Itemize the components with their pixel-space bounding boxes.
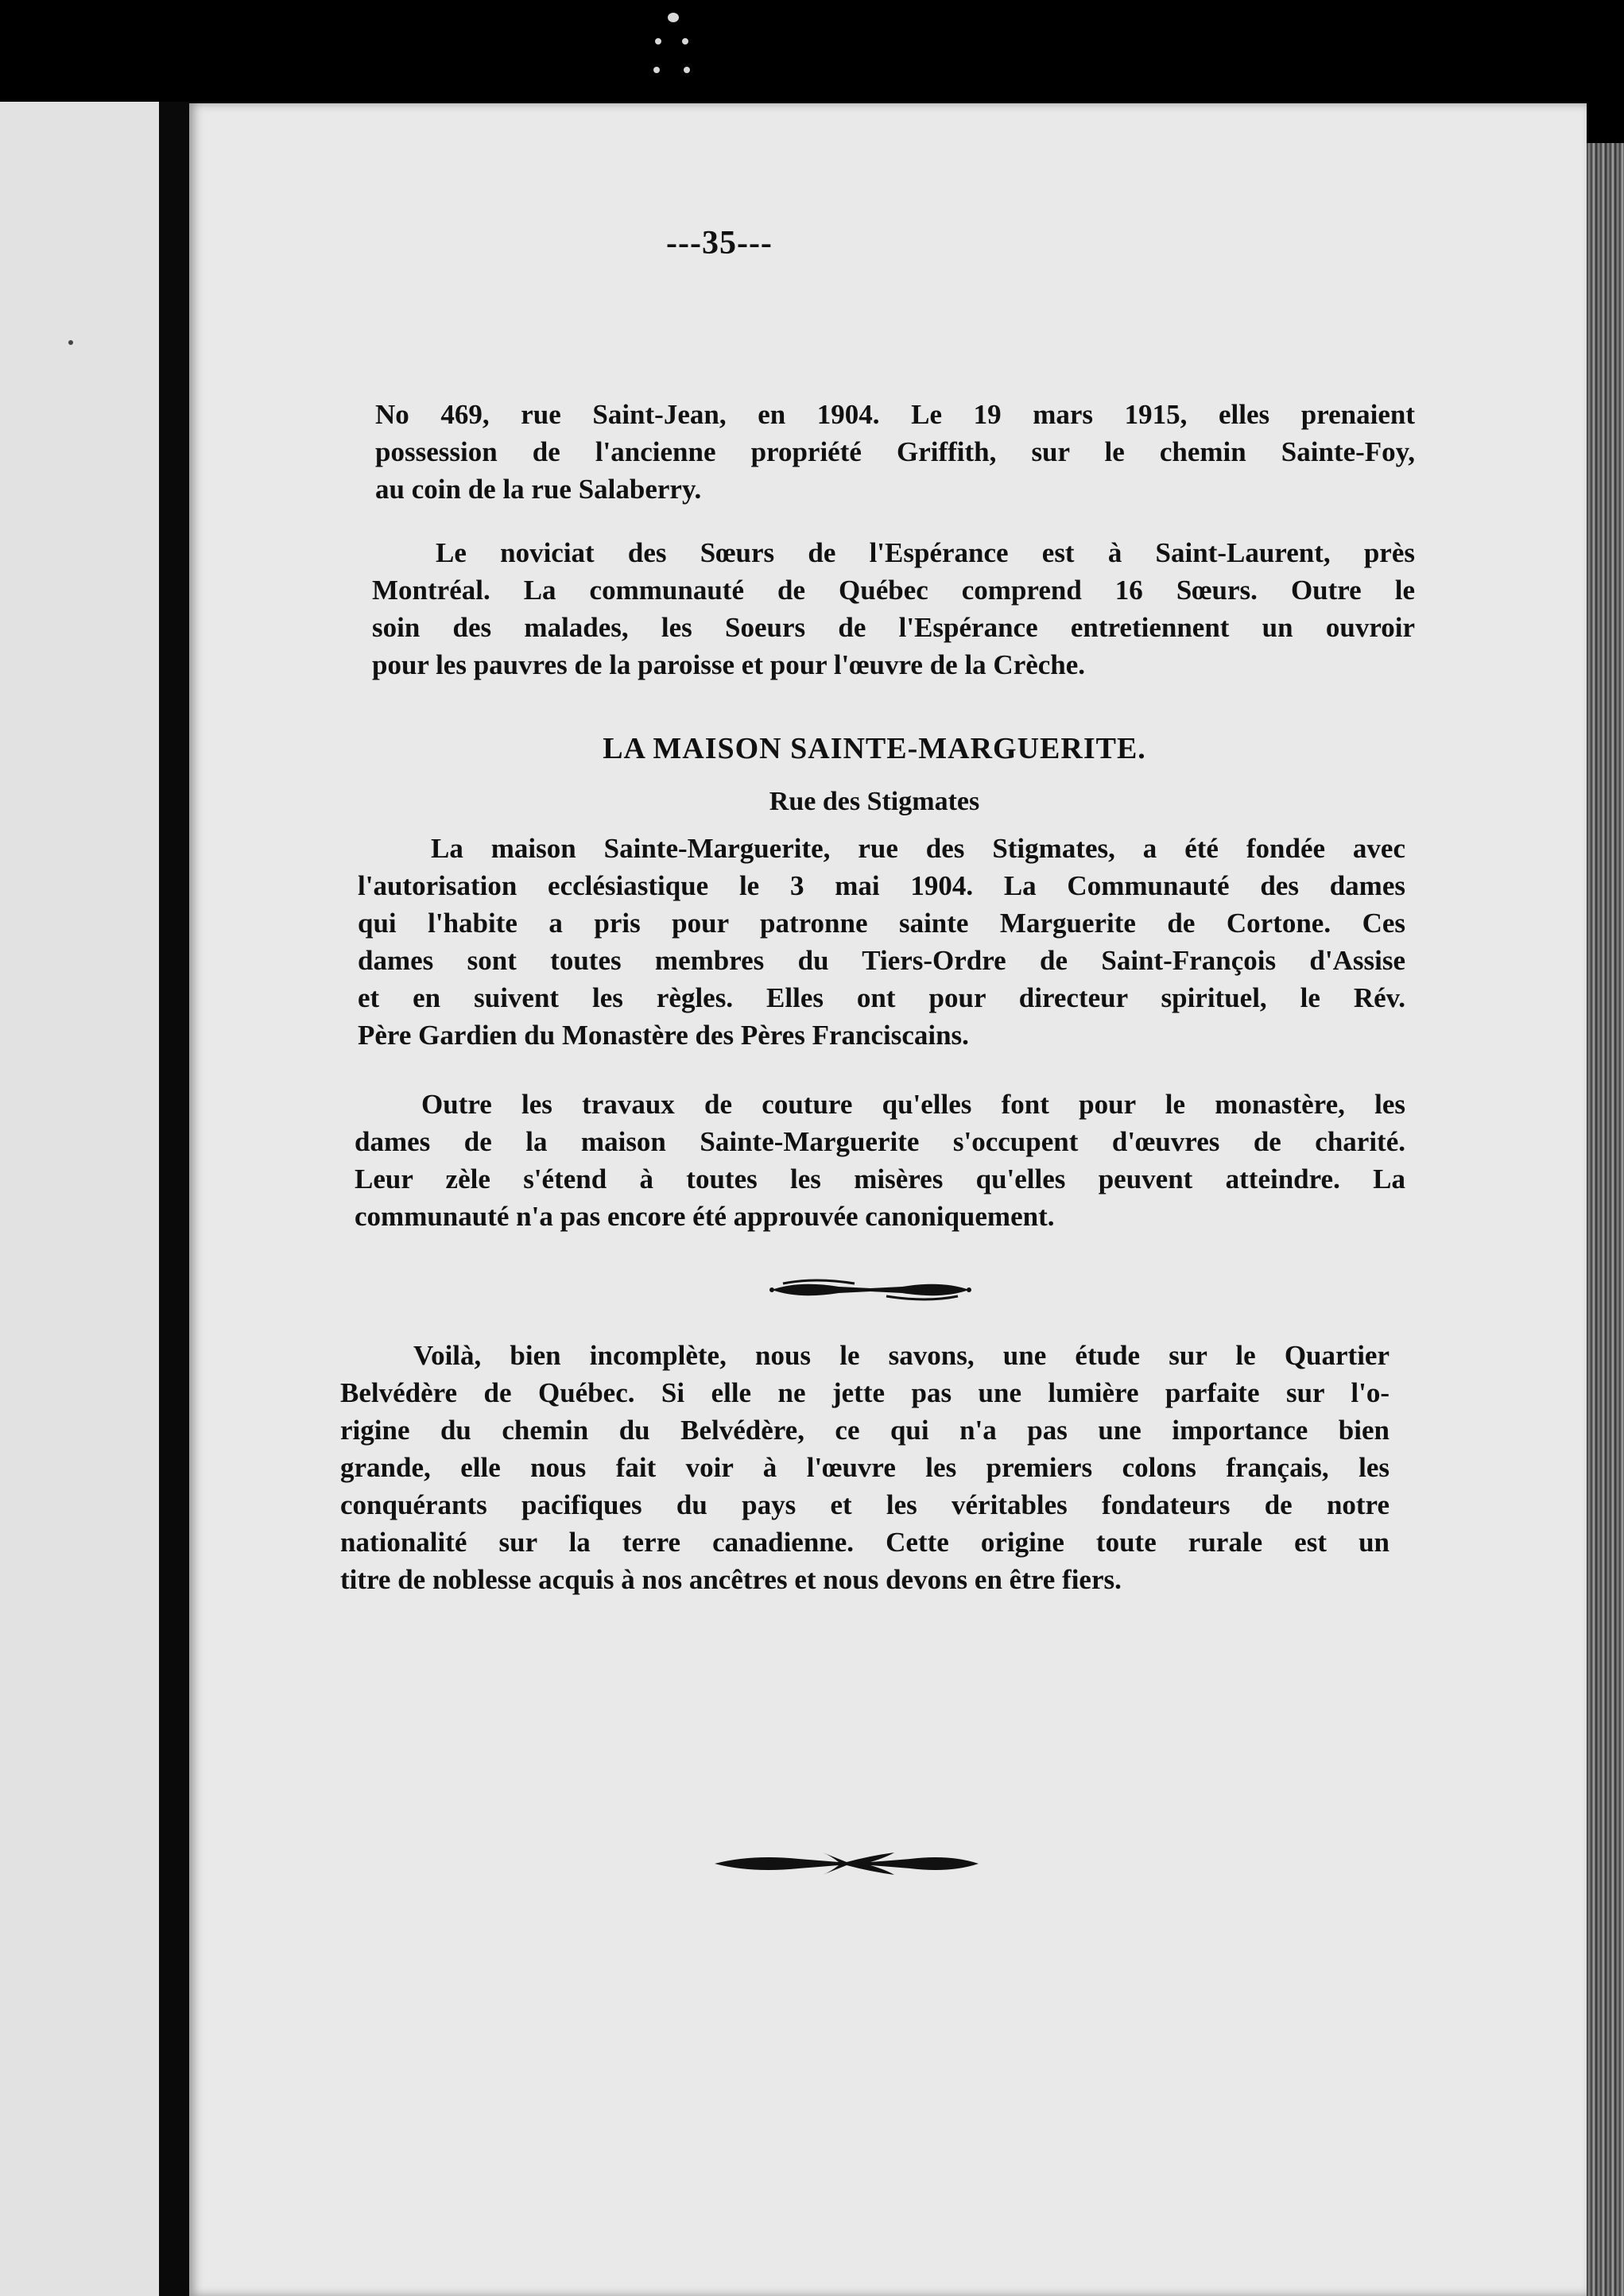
tailpiece-ornament-icon bbox=[711, 1848, 982, 1880]
text-line: rigine du chemin du Belvédère, ce qui n'a pas une importance bien bbox=[340, 1415, 1390, 1446]
maison-paragraph bbox=[358, 830, 1405, 1054]
text-line: La maison Sainte-Marguerite, rue des Stigmates, a été fondée avec bbox=[431, 833, 1405, 864]
travaux-paragraph bbox=[355, 1086, 1405, 1235]
text-line: Le noviciat des Sœurs de l'Espérance est à Saint-Laurent, près bbox=[436, 537, 1415, 568]
text-line: dames sont toutes membres du Tiers-Ordre de Saint-François d'Assise bbox=[358, 945, 1405, 976]
intro-paragraph bbox=[375, 396, 1415, 508]
text-line: au coin de la rue Salaberry. bbox=[375, 474, 702, 505]
page-stack-edge bbox=[1587, 143, 1624, 2296]
conclusion-paragraph bbox=[340, 1337, 1390, 1598]
text-line: Leur zèle s'étend à toutes les misères qu'elles peuvent atteindre. La bbox=[355, 1163, 1405, 1194]
novitiate-paragraph bbox=[372, 534, 1415, 683]
text-line: grande, elle nous fait voir à l'œuvre les premiers colons français, les bbox=[340, 1452, 1390, 1483]
paper-speck bbox=[68, 340, 73, 345]
text-line: Voilà, bien incomplète, nous le savons, une étude sur le Quartier bbox=[413, 1340, 1390, 1371]
scroll-ornament-icon bbox=[767, 1276, 974, 1304]
text-line: Belvédère de Québec. Si elle ne jette pas une lumière parfaite sur l'o- bbox=[340, 1377, 1390, 1408]
text-line: titre de noblesse acquis à nos ancêtres et nous devons en être fiers. bbox=[340, 1564, 1122, 1595]
text-line: Père Gardien du Monastère des Pères Franciscains. bbox=[358, 1020, 969, 1051]
text-line: et en suivent les règles. Elles ont pour directeur spirituel, le Rév. bbox=[358, 982, 1405, 1013]
text-line: pour les pauvres de la paroisse et pour l'œuvre de la Crèche. bbox=[372, 649, 1086, 680]
section-title: LA MAISON SAINTE-MARGUERITE. bbox=[603, 732, 1146, 765]
text-line: soin des malades, les Soeurs de l'Espérance entretiennent un ouvroir bbox=[372, 612, 1415, 643]
text-line: dames de la maison Sainte-Marguerite s'occupent d'œuvres de charité. bbox=[355, 1126, 1405, 1157]
facing-page-edge bbox=[0, 102, 159, 2296]
page-number: ---35--- bbox=[666, 225, 773, 261]
text-line: communauté n'a pas encore été approuvée canoniquement. bbox=[355, 1201, 1055, 1232]
text-line: l'autorisation ecclésiastique le 3 mai 1904. La Communauté des dames bbox=[358, 870, 1405, 901]
text-line: conquérants pacifiques du pays et les véritables fondateurs de notre bbox=[340, 1489, 1390, 1520]
section-subtitle: Rue des Stigmates bbox=[769, 787, 980, 816]
text-line: Outre les travaux de couture qu'elles font pour le monastère, les bbox=[421, 1089, 1405, 1120]
scan-clip-mark-icon bbox=[636, 0, 707, 103]
text-line: nationalité sur la terre canadienne. Cette origine toute rurale est un bbox=[340, 1527, 1390, 1558]
text-line: No 469, rue Saint-Jean, en 1904. Le 19 mars 1915, elles prenaient bbox=[375, 399, 1415, 430]
book-gutter bbox=[159, 102, 189, 2296]
text-line: qui l'habite a pris pour patronne sainte Marguerite de Cortone. Ces bbox=[358, 908, 1405, 939]
text-line: Montréal. La communauté de Québec comprend 16 Sœurs. Outre le bbox=[372, 575, 1415, 606]
text-line: possession de l'ancienne propriété Griffith, sur le chemin Sainte-Foy, bbox=[375, 436, 1415, 467]
